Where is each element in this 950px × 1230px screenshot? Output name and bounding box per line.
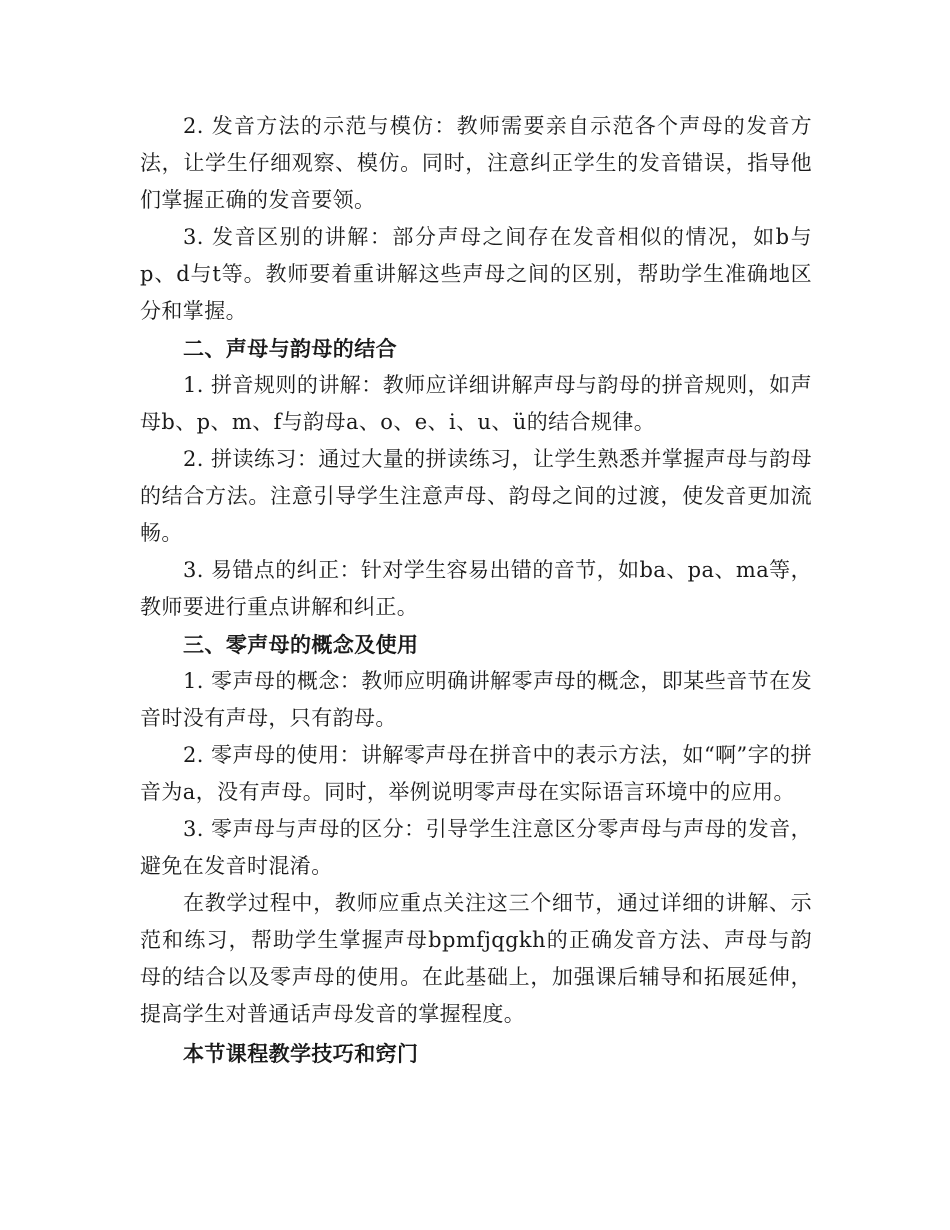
paragraph-zero-initial-distinction: 3. 零声母与声母的区分：引导学生注意区分零声母与声母的发音，避免在发音时混淆。 bbox=[140, 817, 812, 878]
section-heading-zero-initial: 三、零声母的概念及使用 bbox=[183, 632, 419, 657]
paragraph-error-correction: 3. 易错点的纠正：针对学生容易出错的音节，如ba、pa、ma等，教师要进行重点讲解和纠正。 bbox=[140, 558, 812, 619]
paragraph-zero-initial-concept: 1. 零声母的概念：教师应明确讲解零声母的概念，即某些音节在发音时没有声母，只有韵母。 bbox=[140, 669, 812, 730]
paragraph-zero-initial-usage: 2. 零声母的使用：讲解零声母在拼音中的表示方法，如“啊”字的拼音为a，没有声母。同时，举例说明零声母在实际语言环境中的应用。 bbox=[140, 743, 812, 804]
paragraph-pinyin-rules: 1. 拼音规则的讲解：教师应详细讲解声母与韵母的拼音规则，如声母b、p、m、f与韵母a、o、e、i、u、ü的结合规律。 bbox=[140, 373, 812, 434]
paragraph-teaching-summary: 在教学过程中，教师应重点关注这三个细节，通过详细的讲解、示范和练习，帮助学生掌握声母bpmfjqgkh的正确发音方法、声母与韵母的结合以及零声母的使用。在此基础上，加强课后辅导和拓展延伸，提高学生对普通话声母发音的掌握程度。 bbox=[140, 891, 812, 1026]
paragraph-reading-practice: 2. 拼读练习：通过大量的拼读练习，让学生熟悉并掌握声母与韵母的结合方法。注意引导学生注意声母、韵母之间的过渡，使发音更加流畅。 bbox=[140, 447, 812, 545]
paragraph-pronunciation-demo: 2. 发音方法的示范与模仿：教师需要亲自示范各个声母的发音方法，让学生仔细观察、模仿。同时，注意纠正学生的发音错误，指导他们掌握正确的发音要领。 bbox=[140, 114, 812, 212]
paragraph-pronunciation-distinction: 3. 发音区别的讲解：部分声母之间存在发音相似的情况，如b与p、d与t等。教师要着重讲解这些声母之间的区别，帮助学生准确地区分和掌握。 bbox=[140, 225, 812, 323]
section-heading-initials-finals: 二、声母与韵母的结合 bbox=[183, 336, 397, 361]
section-heading-teaching-tips: 本节课程教学技巧和窍门 bbox=[183, 1041, 419, 1066]
document-body bbox=[140, 108, 812, 1072]
